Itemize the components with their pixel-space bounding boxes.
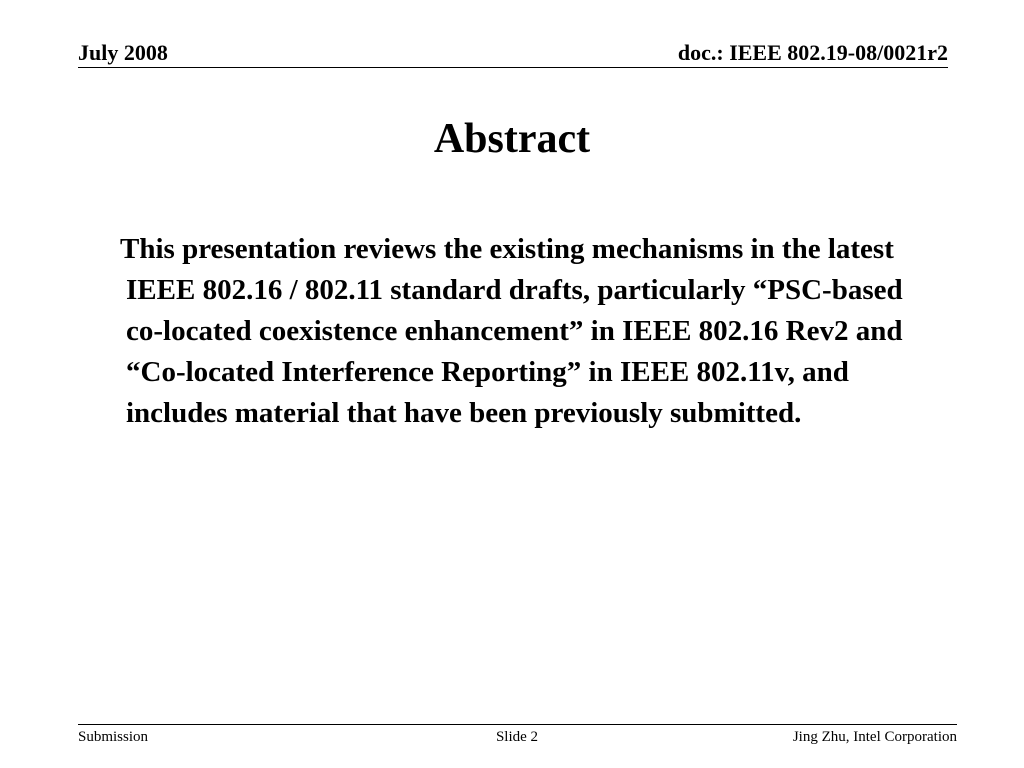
footer-divider xyxy=(78,724,957,725)
slide-title: Abstract xyxy=(433,116,591,162)
header-divider xyxy=(78,67,948,68)
footer-author: Jing Zhu, Intel Corporation xyxy=(792,729,957,745)
abstract-body: This presentation reviews the existing mechanisms in the latest IEEE 802.16 / 802.11 standard drafts, particularly “PSC-based co-located coexistence enhancement” in IEEE 802.16 Rev2 and “Co-located Interference Reporting” in IEEE 802.11v, and includes material that have been previously submitted. xyxy=(120,233,903,429)
header-date: July 2008 xyxy=(78,40,168,65)
footer-slide-number: Slide 2 xyxy=(495,729,539,745)
footer-submission: Submission xyxy=(78,729,149,745)
header-doc-id: doc.: IEEE 802.19-08/0021r2 xyxy=(677,40,948,65)
